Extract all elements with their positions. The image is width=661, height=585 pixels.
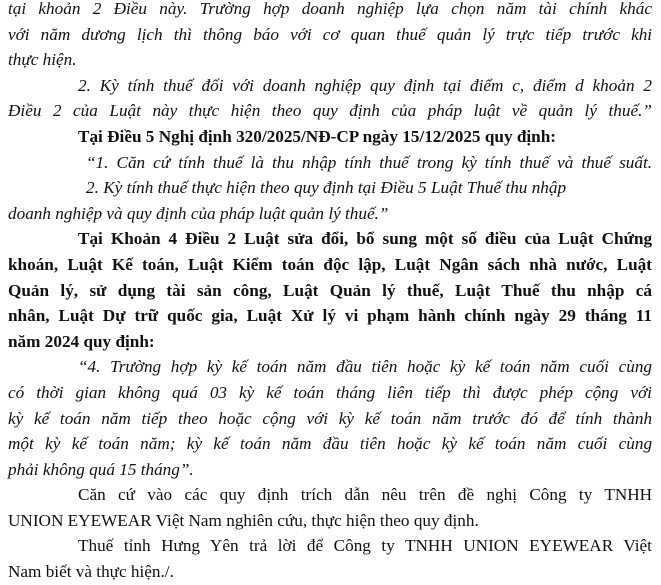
- document-line: 2. Kỳ tính thuế thực hiện theo quy định tại Điều 5 Luật Thuế thu nhập: [86, 178, 567, 198]
- document-line: một kỳ kế toán năm; kỳ kế toán năm đầu tiên hoặc kỳ kế toán năm cuối cùng: [8, 434, 653, 454]
- document-line: kỳ kế toán năm tiếp theo hoặc cộng với kỳ kế toán năm trước đó để tính thành: [8, 408, 653, 428]
- document-line: có thời gian không quá 03 kỳ kế toán tháng liên tiếp thì được phép cộng với: [8, 382, 652, 402]
- document-line: nhân, Luật Dự trữ quốc gia, Luật Xử lý vi phạm hành chính ngày 29 tháng 11: [8, 306, 653, 326]
- document-line: khoán, Luật Kế toán, Luật Kiểm toán độc lập, Luật Ngân sách nhà nước, Luật: [8, 254, 652, 274]
- document-line: “1. Căn cứ tính thuế là thu nhập tính thuế trong kỳ tính thuế và thuế suất.: [86, 152, 653, 172]
- document-line: Điều 2 của Luật này thực hiện theo quy định của pháp luật về quản lý thuế.”: [8, 101, 652, 121]
- document-line: Tại Điều 5 Nghị định 320/2025/NĐ-CP ngày 15/12/2025 quy định:: [78, 126, 557, 146]
- document-line: 2. Kỳ tính thuế đối với doanh nghiệp quy định tại điểm c, điểm d khoản 2: [78, 75, 652, 95]
- document-line: tại khoản 2 Điều này. Trường hợp doanh nghiệp lựa chọn năm tài chính khác: [8, 0, 652, 18]
- document-line: Tại Khoản 4 Điều 2 Luật sửa đổi, bổ sung một số điều của Luật Chứng: [78, 229, 653, 249]
- document-line: Thuế tỉnh Hưng Yên trả lời để Công ty TNHH UNION EYEWEAR Việt: [78, 536, 652, 556]
- document-line: phải không quá 15 tháng”.: [8, 459, 194, 479]
- document-line: UNION EYEWEAR Việt Nam nghiên cứu, thực hiện theo quy định.: [8, 510, 479, 530]
- document-line: thực hiện.: [8, 50, 77, 70]
- document-line: với năm dương lịch thì thông báo với cơ quan thuế quản lý trực tiếp trước khi: [8, 24, 653, 44]
- document-line: doanh nghiệp và quy định của pháp luật quản lý thuế.”: [8, 203, 389, 223]
- document-line: “4. Trường hợp kỳ kế toán năm đầu tiên hoặc kỳ kế toán năm cuối cùng: [78, 357, 653, 377]
- document-line: Quản lý, sử dụng tài sản công, Luật Quản lý thuế, Luật Thuế thu nhập cá: [8, 280, 652, 300]
- document-line: Căn cứ vào các quy định trích dẫn nêu trên đề nghị Công ty TNHH: [78, 485, 653, 505]
- document-line: năm 2024 quy định:: [8, 331, 155, 351]
- document-line: Nam biết và thực hiện./.: [8, 562, 174, 582]
